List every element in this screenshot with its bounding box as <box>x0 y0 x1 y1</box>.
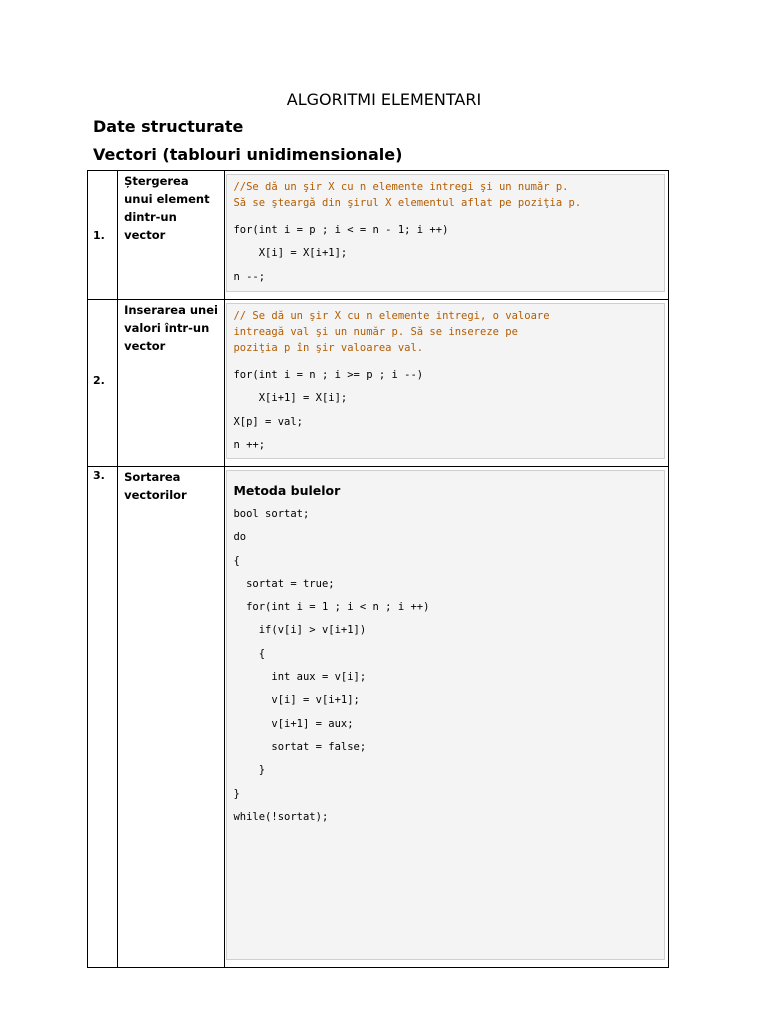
code-line: n --; <box>233 270 266 283</box>
page-title: ALGORITMI ELEMENTARI <box>286 90 482 109</box>
code-line: int aux = v[i]; <box>233 671 367 684</box>
table-row <box>88 300 669 467</box>
code-line: for(int i = n ; i >= p ; i --) <box>233 369 424 381</box>
code-line: for(int i = 1 ; i < n ; i ++) <box>233 601 430 614</box>
code-line: { <box>233 554 240 567</box>
code-line: n ++; <box>233 438 266 451</box>
code-line: if(v[i] > v[i+1]) <box>233 624 367 637</box>
code-line: { <box>233 647 266 660</box>
code-line: X[i+1] = X[i]; <box>233 392 348 405</box>
row-number: 2. <box>93 374 105 387</box>
table-row <box>88 467 669 968</box>
row-number-cell <box>88 171 118 300</box>
code-block <box>226 303 665 459</box>
algorithm-name: Ștergerea unui element dintr-un vector <box>124 174 210 242</box>
algorithm-name-cell <box>118 171 225 300</box>
row-number: 3. <box>93 469 105 482</box>
code-cell <box>225 467 669 968</box>
row-number-cell <box>88 300 118 467</box>
code-line: for(int i = p ; i < = n - 1; i ++) <box>233 224 449 236</box>
code-line: sortat = true; <box>233 577 335 590</box>
code-line: v[i] = v[i+1]; <box>233 694 360 707</box>
section-heading: Date structurate <box>93 117 244 136</box>
code-line: while(!sortat); <box>233 810 329 823</box>
code-cell <box>225 171 669 300</box>
code-line: X[p] = val; <box>233 415 303 428</box>
code-line: sortat = false; <box>233 740 367 753</box>
method-heading: Metoda bulelor <box>233 483 341 498</box>
code-line: bool sortat; <box>233 508 310 520</box>
row-number: 1. <box>93 229 105 242</box>
row-number-cell <box>88 467 118 968</box>
code-comment: //Se dă un şir X cu n elemente intregi şi un număr p. Să se şteargă din şirul X elementul aflat pe poziţia p. <box>233 181 582 209</box>
algorithm-name: Inserarea unei valori într-un vector <box>124 303 218 353</box>
algorithms-table <box>87 170 669 968</box>
code-line: X[i] = X[i+1]; <box>233 247 348 260</box>
code-cell <box>225 300 669 467</box>
code-block <box>226 174 665 292</box>
code-block <box>226 470 665 960</box>
table-row <box>88 171 669 300</box>
code-line: } <box>233 764 266 777</box>
code-comment: // Se dă un şir X cu n elemente intregi, o valoare intreagă val şi un număr p. Să se insereze pe poziţia p în şir valoarea val. <box>233 310 550 354</box>
code-line: do <box>233 531 247 544</box>
code-line: } <box>233 787 240 800</box>
code-line: v[i+1] = aux; <box>233 717 354 730</box>
subsection-heading: Vectori (tablouri unidimensionale) <box>93 145 403 164</box>
algorithm-name-cell <box>118 300 225 467</box>
algorithm-name: Sortarea vectorilor <box>124 470 187 502</box>
algorithm-name-cell <box>118 467 225 968</box>
